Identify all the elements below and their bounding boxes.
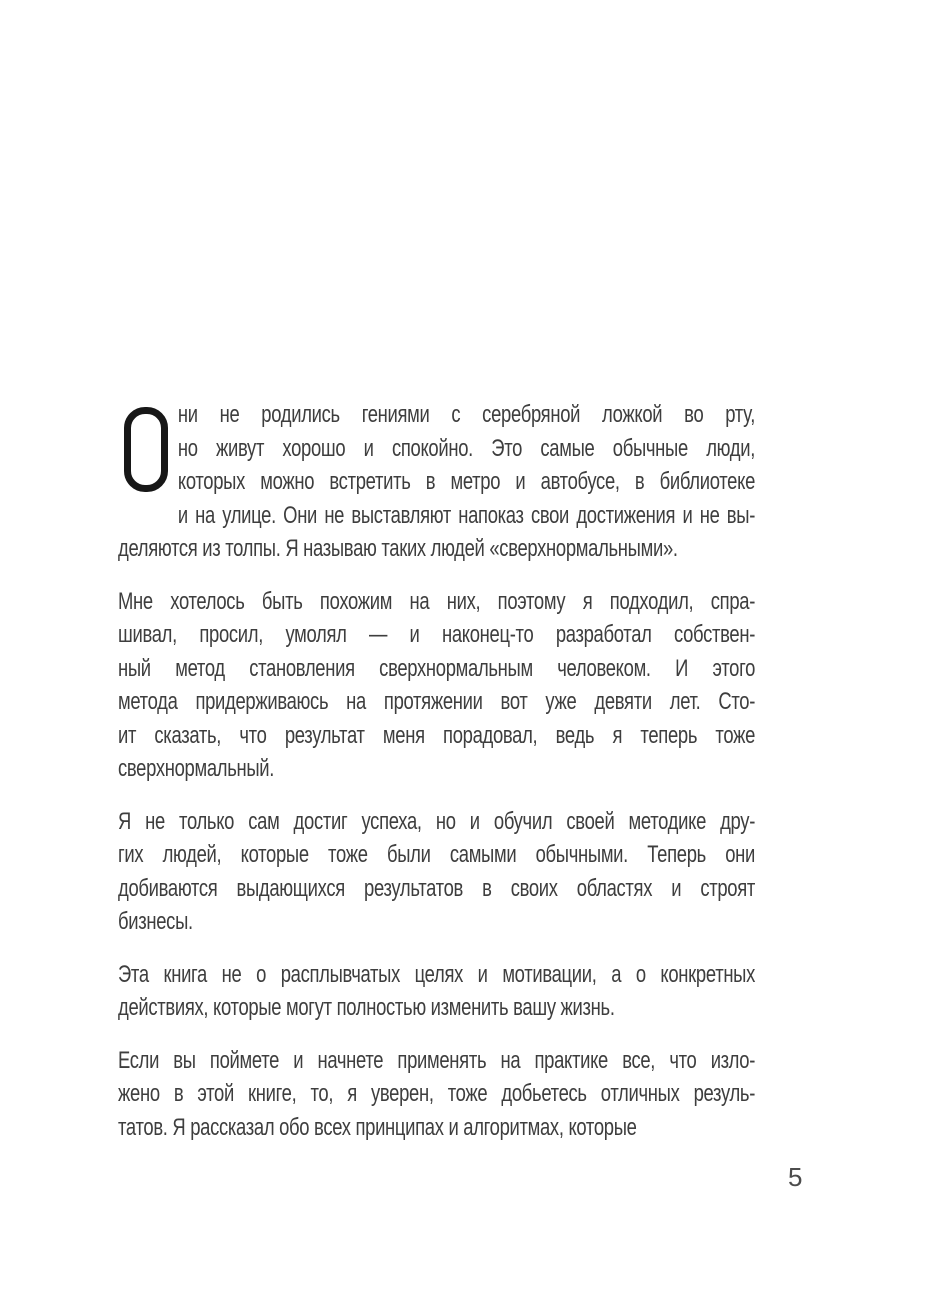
page-text — [118, 398, 755, 1163]
text-line: и на улице. Они не выставляют напоказ свои достижения и не вы- — [177, 501, 756, 529]
paragraph — [118, 1044, 755, 1145]
text-line: ит сказать, что результат меня порадовал, ведь я теперь тоже — [118, 721, 756, 749]
text-line: шивал, просил, умолял — и наконец-то разработал собствен- — [118, 621, 756, 648]
text-line: бизнесы. — [118, 908, 193, 935]
text-line: татов. Я рассказал обо всех принципах и алгоритмах, которые — [118, 1113, 637, 1141]
text-line: жено в этой книге, то, я уверен, тоже добьетесь отличных резуль- — [118, 1080, 756, 1107]
text-line: но живут хорошо и спокойно. Это самые обычные люди, — [177, 434, 756, 462]
text-line: метода придерживаюсь на протяжении вот уже девяти лет. Сто- — [118, 688, 756, 715]
page-number: 5 — [788, 1162, 803, 1192]
text-line: Мне хотелось быть похожим на них, поэтому я подходил, спра- — [118, 587, 756, 615]
text-line: которых можно встретить в метро и автобусе, в библиотеке — [177, 468, 756, 495]
paragraph — [118, 805, 755, 939]
text-line: Я не только сам достиг успеха, но и обучил своей методике дру- — [118, 807, 756, 835]
paragraph — [118, 958, 755, 1025]
text-line: добиваются выдающихся результатов в своих областях и строят — [118, 874, 756, 902]
paragraph — [118, 585, 755, 786]
text-line: ни не родились гениями с серебряной ложкой во рту, — [177, 401, 756, 428]
text-line: деляются из толпы. Я называю таких людей «сверхнормальными». — [118, 535, 678, 562]
text-line: сверхнормальный. — [118, 755, 275, 782]
text-line: ный метод становления сверхнормальным человеком. И этого — [118, 654, 756, 682]
paragraph — [118, 398, 755, 566]
text-line: гих людей, которые тоже были самыми обычными. Теперь они — [118, 841, 756, 868]
text-line: Если вы поймете и начнете применять на практике все, что изло- — [118, 1046, 756, 1074]
drop-cap-spacer — [118, 398, 178, 499]
text-line: действиях, которые могут полностью изменить вашу жизнь. — [118, 994, 615, 1021]
text-line: Эта книга не о расплывчатых целях и мотивации, а о конкретных — [118, 960, 756, 988]
